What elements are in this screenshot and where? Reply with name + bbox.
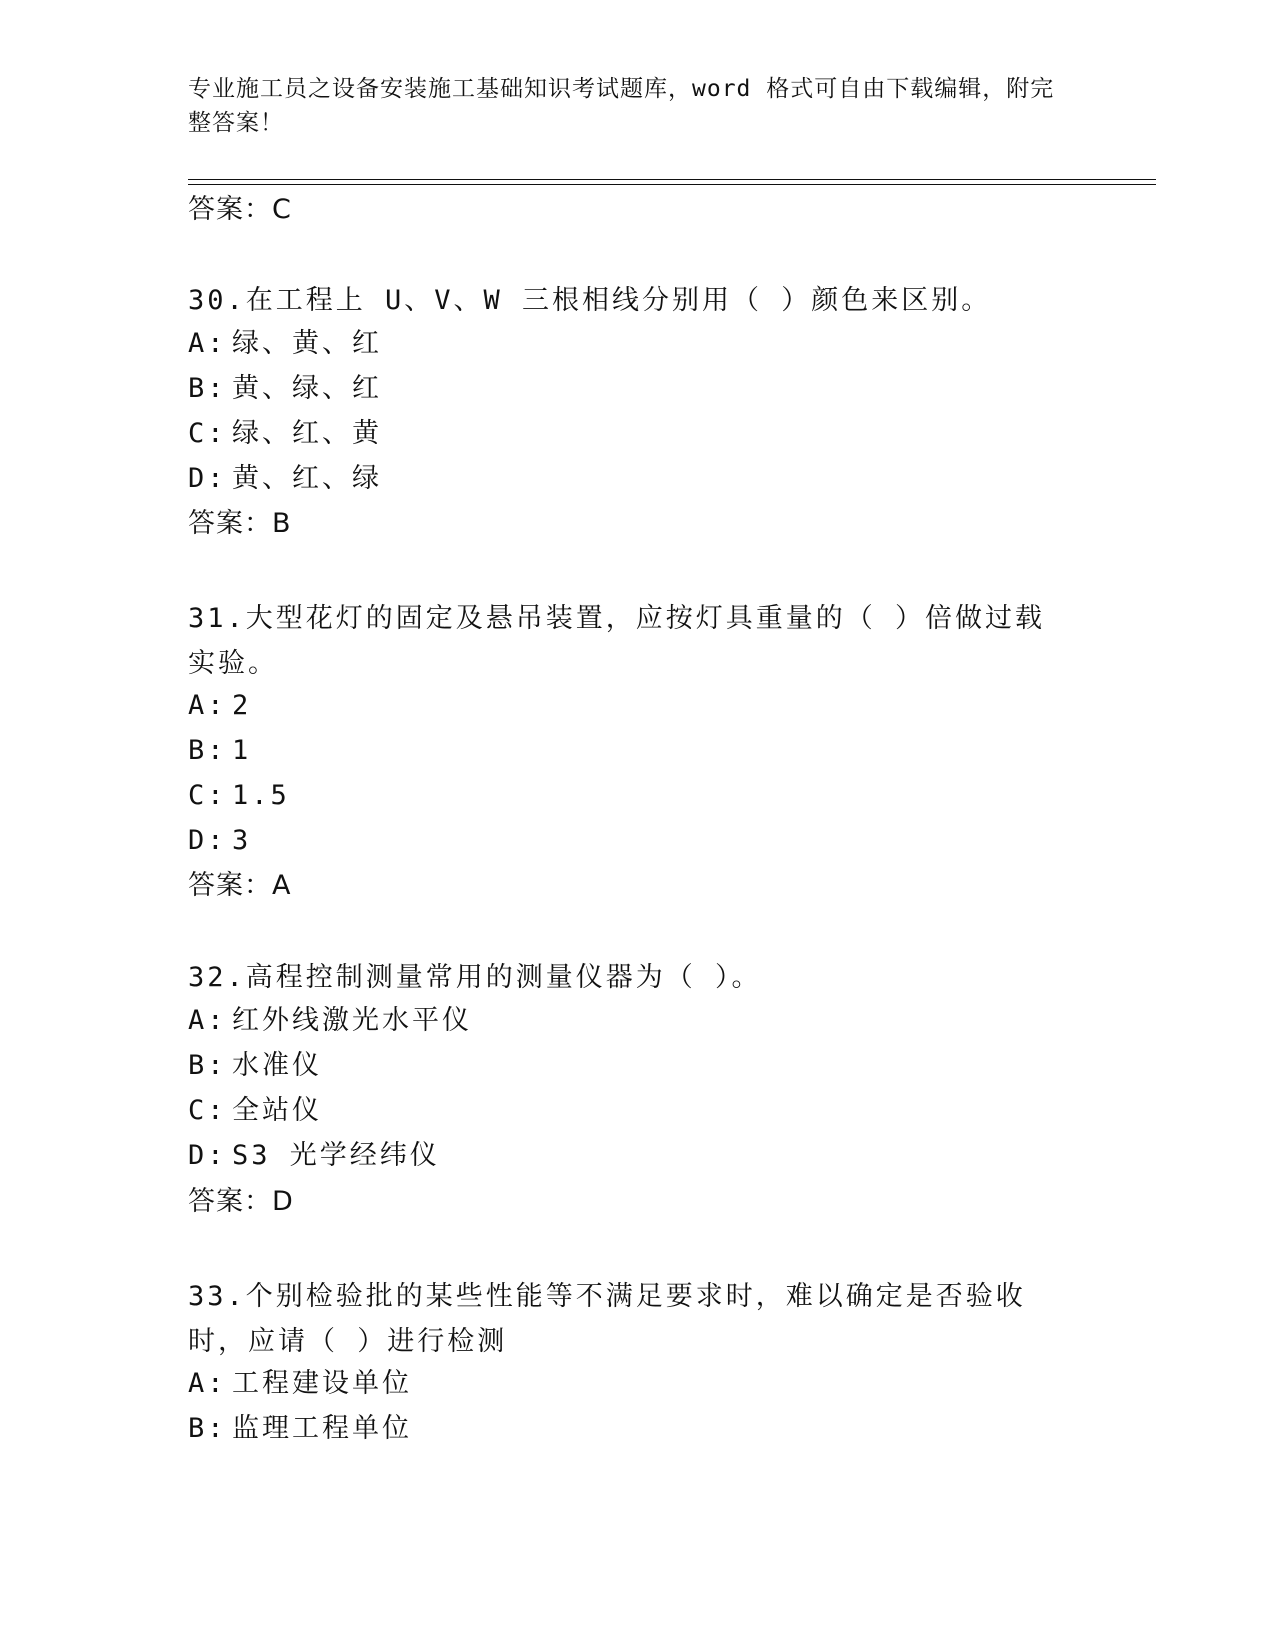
option-text: 红外线激光水平仪 (232, 1005, 472, 1036)
header-divider-bottom (188, 184, 1156, 185)
option-text: 3 (232, 825, 252, 856)
option-key: A: (188, 1005, 227, 1036)
option-key: C: (188, 418, 227, 449)
option-text: 监理工程单位 (232, 1413, 412, 1444)
question-32-option-d (188, 1138, 440, 1174)
option-key: A: (188, 1368, 227, 1399)
option-text: 1 (232, 735, 252, 766)
option-key: B: (188, 735, 227, 766)
option-text: 绿、红、黄 (232, 418, 382, 449)
option-text: 工程建设单位 (232, 1368, 412, 1399)
option-text: S3 光学经纬仪 (232, 1140, 440, 1171)
option-key: A: (188, 328, 227, 359)
question-30-option-d (188, 461, 382, 497)
option-key: C: (188, 1095, 227, 1126)
option-text: 黄、绿、红 (232, 373, 382, 404)
question-33-option-b (188, 1411, 412, 1447)
option-key: D: (188, 463, 227, 494)
option-key: C: (188, 780, 227, 811)
question-32-option-a (188, 1003, 472, 1039)
question-30-stem: 30.在工程上 U、V、W 三根相线分别用（ ）颜色来区别。 (188, 285, 992, 316)
option-key: B: (188, 1050, 227, 1081)
option-key: B: (188, 1413, 227, 1444)
option-text: 水准仪 (232, 1050, 322, 1081)
question-32-option-b (188, 1048, 322, 1084)
question-30-option-a (188, 326, 382, 362)
question-30-option-b (188, 371, 382, 407)
question-31-answer: 答案：A (188, 870, 292, 901)
option-key: D: (188, 825, 227, 856)
question-31-stem: 31.大型花灯的固定及悬吊装置，应按灯具重量的（ ）倍做过载实验。 (188, 603, 1046, 679)
answer-line: 答案：C (188, 194, 292, 225)
question-32-answer: 答案：D (188, 1186, 294, 1217)
question-30-option-c (188, 416, 382, 452)
question-33-option-a (188, 1366, 412, 1402)
option-text: 全站仪 (232, 1095, 322, 1126)
question-33-stem: 33.个别检验批的某些性能等不满足要求时，难以确定是否验收时，应请（ ）进行检测 (188, 1281, 1026, 1357)
option-text: 2 (232, 690, 252, 721)
document-header: 专业施工员之设备安装施工基础知识考试题库，word 格式可自由下载编辑，附完整答案！ (188, 76, 1055, 136)
question-31-option-d (188, 823, 251, 859)
question-31-option-b (188, 733, 251, 769)
question-32-option-c (188, 1093, 322, 1129)
option-text: 黄、红、绿 (232, 463, 382, 494)
option-key: B: (188, 373, 227, 404)
question-30-answer: 答案：B (188, 508, 292, 539)
option-key: D: (188, 1140, 227, 1171)
question-31-option-a (188, 688, 251, 724)
question-31-option-c (188, 778, 290, 814)
option-text: 1.5 (232, 780, 290, 811)
question-32-stem: 32.高程控制测量常用的测量仪器为（ ）。 (188, 962, 762, 993)
option-text: 绿、黄、红 (232, 328, 382, 359)
header-divider-top (188, 179, 1156, 180)
option-key: A: (188, 690, 227, 721)
